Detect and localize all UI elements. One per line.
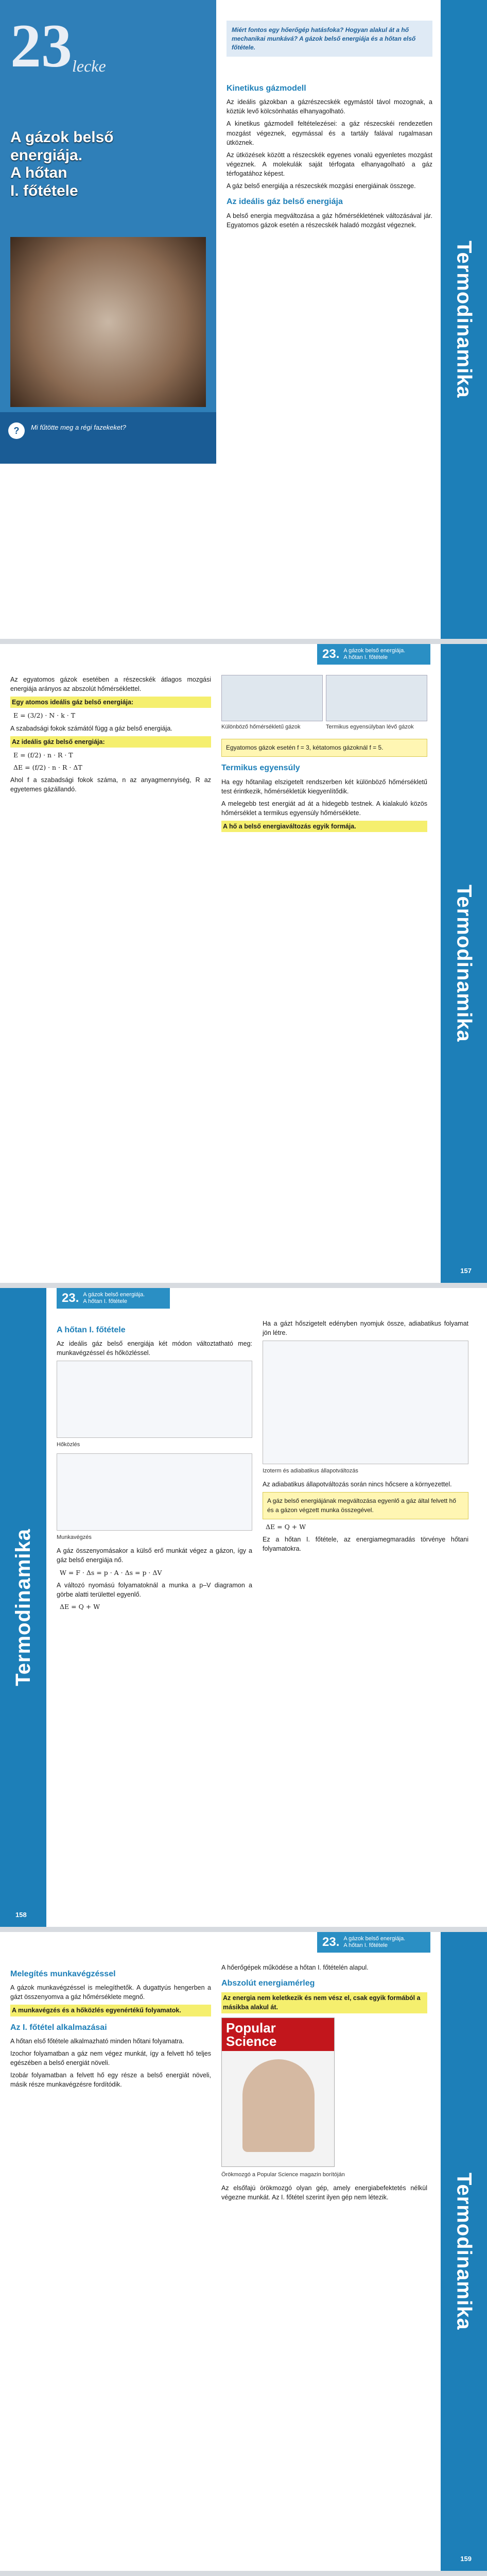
portrait-image [242,2059,315,2152]
formula: E = (3/2) · N · k · T [13,711,76,720]
page-number: 157 [460,1267,472,1275]
page-1 [0,0,487,644]
paragraph: Az elsőfajú örökmozgó olyan gép, amely energiabefektetés nélkül végezne munkát. Az I. főtétel szerint ilyen gép nem létezik. [221,2184,427,2201]
section-heading: Az ideális gáz belső energiája [227,197,343,207]
cover-title: A gázok belső energiája. A hőtan I. főtétele [10,129,114,199]
page-header: 23. A gázok belső energiája. A hőtan I. főtétele [57,1288,170,1309]
figure-caption: Izoterm és adiabatikus állapotváltozás [263,1468,358,1475]
lesson-number: 23 [10,11,72,80]
info-box: A gáz belső energiájának megváltozása egyenlő a gáz által felvett hő és a gázon végzett munka összegével. [263,1492,468,1519]
page-number: 158 [15,1911,27,1919]
paragraph: Ahol f a szabadsági fokok száma, n az anyagmennyiség, R az egyetemes gázállandó. [10,776,211,793]
section-heading: Abszolút energiamérleg [221,1979,315,1988]
formula: W = F · Δs = p · A · Δs = p · ΔV [60,1568,162,1577]
page-header: 23. A gázok belső energiája. A hőtan I. főtétele [317,1932,430,1953]
paragraph: Ha egy hőtanilag elszigetelt rendszerben két különböző hőmérsékletű test érintkezik, hőmérsékletük kiegyenlítődik. [221,778,427,795]
formula: ΔE = (f/2) · n · R · ΔT [13,763,82,771]
pv-diagram [263,1341,468,1464]
paragraph: A melegebb test energiát ad át a hidegebb testnek. A kialakuló közös hőmérséklet a termikus egyensúly hőmérséklete. [221,800,427,817]
col-right [263,1319,468,1556]
figure-caption: Munkavégzés [57,1534,92,1541]
info-box: Egyatomos gázok esetén f = 3, kétatomos gázoknál f = 5. [221,739,427,757]
col-right [227,77,432,233]
highlight: Az energia nem keletkezik és nem vész el, csak egyik formából a másikba alakul át. [221,1992,427,2013]
paragraph: Az ütközések között a részecskék egyenes vonalú egyenletes mozgást végeznek. A molekulák saját térfogata elhanyagolható a gáz térfogatához képest. [227,151,432,178]
paragraph: A gázok munkavégzéssel is melegíthetők. A dugattyús hengerben a gázt összenyomva a gáz hőmérséklete megnő. [10,1984,211,2001]
figure-caption: Termikus egyensúlyban lévő gázok [326,724,414,730]
section-heading: Kinetikus gázmodell [227,84,306,93]
side-band: Termodinamika [441,0,487,639]
side-band: Termodinamika [441,1932,487,2571]
paragraph: A gáz összenyomásakor a külső erő munkát végez a gázon, így a gáz belső energiája nő. [57,1547,252,1564]
highlight: A munkavégzés és a hőközlés egyenértékű folyamatok. [10,2005,211,2016]
page-2 [0,644,487,1288]
side-band: Termodinamika [0,1288,46,1927]
section-heading: Melegítés munkavégzéssel [10,1970,116,1978]
cover-tip: ? Mi fűtötte meg a régi fazekeket? [0,412,216,464]
col-left [57,1319,252,1615]
figure-image [57,1361,252,1438]
paragraph: A hőerőgépek működése a hőtan I. főtételén alapul. [221,1964,369,1971]
side-band: Termodinamika [441,644,487,1283]
highlight: A hő a belső energiaváltozás egyik formája. [221,821,427,832]
paragraph: Az ideális gázokban a gázrészecskék egymástól távol mozognak, a köztük levő kölcsönhatás elhanyagolható. [227,98,432,115]
magazine-title: Popular Science [222,2018,334,2051]
paragraph: A kinetikus gázmodell feltételezései: a gáz részecskéi rendezetlen mozgást végeznek, egymással és a tartály falával rugalmasan ütköznek. [227,120,432,146]
col-left [10,675,211,797]
cover-image [10,237,206,407]
paragraph: Ha a gázt hőszigetelt edényben nyomjuk össze, adiabatikus folyamat jön létre. [263,1320,468,1337]
formula: ΔE = Q + W [266,1523,306,1531]
intro-box: Miért fontos egy hőerőgép hatásfoka? Hogyan alakul át a hő mechanikai munkává? A gázok belső energiája és a hőtan első főtétele. [227,21,432,57]
highlight: Az ideális gáz belső energiája: [10,736,211,748]
section-heading: Az I. főtétel alkalmazásai [10,2023,107,2032]
lesson-word: lecke [72,57,106,75]
page-number: 159 [460,2555,472,2563]
figure-image [57,1453,252,1531]
paragraph: Az ideális gáz belső energiája két módon változtatható meg: munkavégzéssel és hőközléssel. [57,1340,252,1357]
col-right [221,1963,427,2205]
paragraph: Izochor folyamatban a gáz nem végez munkát, így a felvett hő teljes egészében a belső energiát növeli. [10,2049,211,2066]
paragraph: A belső energia megváltozása a gáz hőmérsékletének változásával jár. Egyatomos gázok esetén a részecskék haladó mozgást végeznek. [227,212,432,229]
paragraph: A változó nyomású folyamatoknál a munka a p–V diagramon a görbe alatti területtel egyenlő. [57,1581,252,1598]
formula: E = (f/2) · n · R · T [13,751,73,759]
magazine-cover [221,2018,335,2167]
cover-panel [0,0,216,464]
page-4 [0,1932,487,2576]
paragraph: Az adiabatikus állapotváltozás során nincs hőcsere a környezettel. [263,1481,452,1488]
paragraph: A hőtan első főtétele alkalmazható minden hőtani folyamatra. [10,2037,184,2045]
figure-caption: Örökmozgó a Popular Science magazin borítóján [221,2171,345,2178]
paragraph: Ez a hőtan I. főtétele, az energiamegmaradás törvénye hőtani folyamatokra. [263,1536,468,1553]
highlight: Egy atomos ideális gáz belső energiája: [10,697,211,708]
formula: ΔE = Q + W [60,1602,100,1611]
figure-image [326,675,427,721]
question-icon: ? [8,422,25,439]
col-right [221,675,427,835]
figure-caption: Hőközlés [57,1442,80,1448]
paragraph: A szabadsági fokok számától függ a gáz belső energiája. [10,724,172,732]
page-3 [0,1288,487,1932]
paragraph: A gáz belső energiája a részecskék mozgási energiáinak összege. [227,182,416,190]
page-header: 23. A gázok belső energiája. A hőtan I. főtétele [317,644,430,665]
paragraph: Az egyatomos gázok esetében a részecskék átlagos mozgási energiája arányos az abszolút hőmérséklettel. [10,676,211,693]
section-heading: A hőtan I. főtétele [57,1326,126,1334]
col-left [10,1963,211,2092]
figure-caption: Különböző hőmérsékletű gázok [221,724,301,730]
paragraph: Izobár folyamatban a felvett hő egy része a belső energiát növeli, másik része munkavégzésre fordítódik. [10,2072,211,2089]
section-heading: Termikus egyensúly [221,764,300,773]
figure-image [221,675,323,721]
